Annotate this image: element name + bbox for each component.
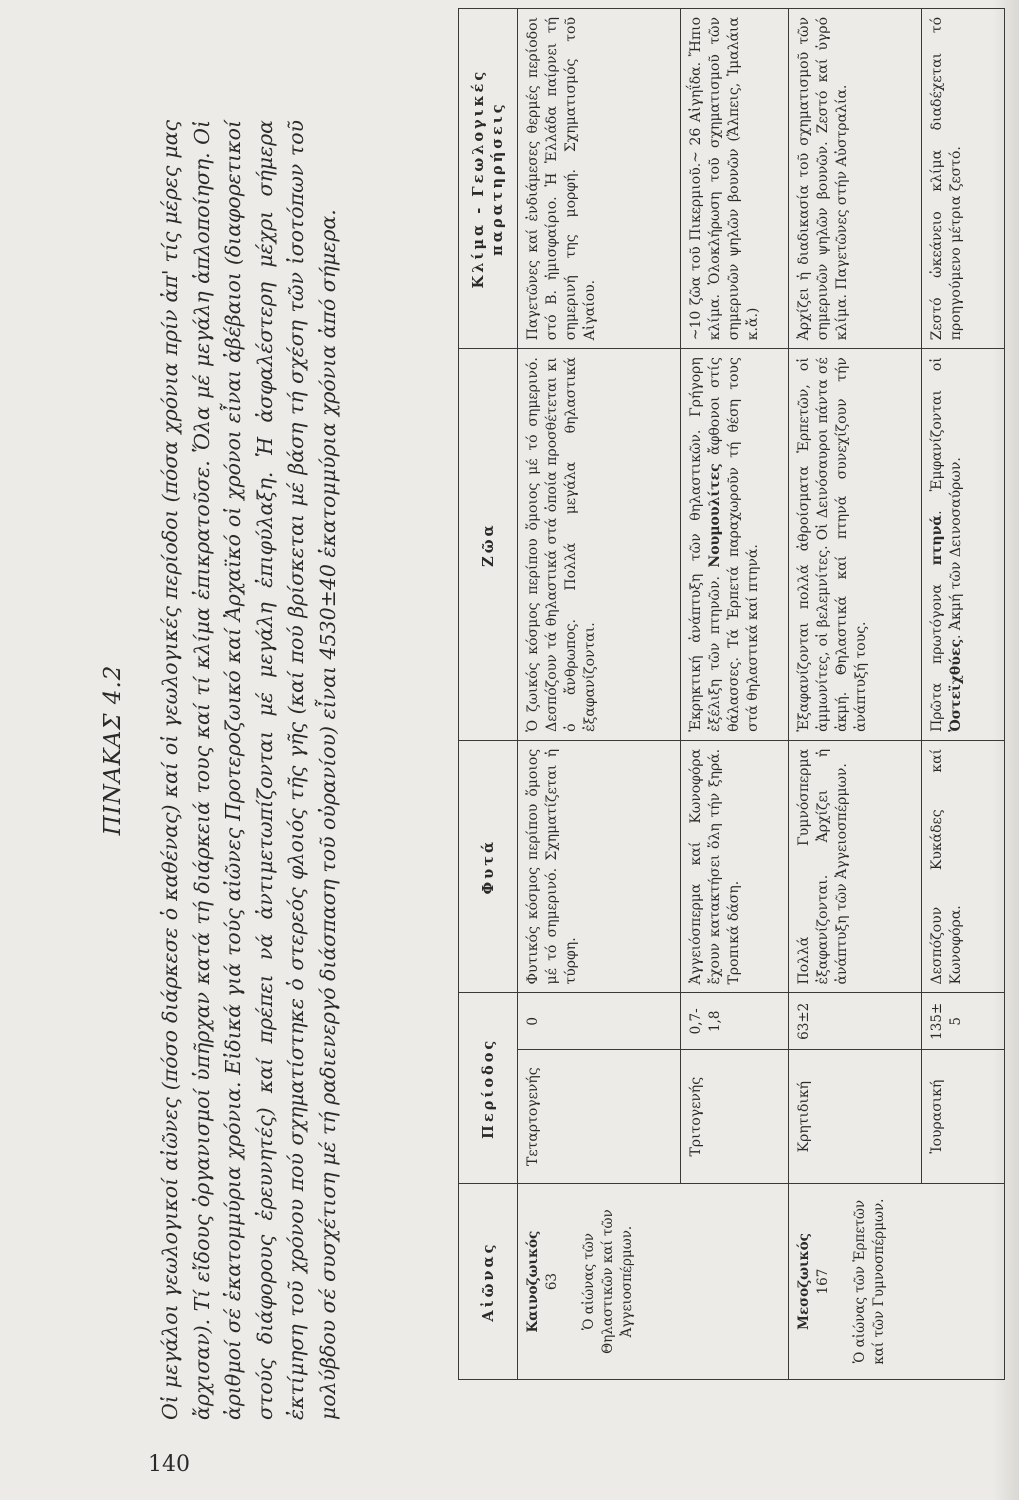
table-title: ΠΙΝΑΚΑΣ 4.2 xyxy=(100,664,126,836)
eon-cell-mesozoic xyxy=(789,1184,1005,1380)
animals-cell: Πρῶτα πρωτόγονα πτηνά. Ἐμφανίζονται οἱ Ὀστεϊχθύες. Ἀκμή τῶν Δεινοσαύρων. xyxy=(922,349,1005,741)
climate-cell: Ζεστό ὠκεάνειο κλίμα διαδέχεται τό προηγούμενο μέτρια ζεστό. xyxy=(922,9,1005,349)
animals-cell: Ὁ ζωικός κόσμος περίπου ὅμοιος μέ τό σημερινό. Δεσπόζουν τά θηλαστικά στά ὁποία προσθέτεται κι ὁ ἄνθρωπος. Πολλά μεγάλα θηλαστικά ἐξαφανίζονται. xyxy=(518,349,681,741)
table-row xyxy=(681,9,789,1380)
period-start: 135± 5 xyxy=(922,993,1005,1050)
plants-cell: Δεσπόζουν Κυκάδες καί Κωνοφόρα. xyxy=(922,740,1005,993)
table-row xyxy=(789,9,922,1380)
animals-text: ἄφθονοι στίς θάλασσες. Τά Ἑρπετά παραχωροῦν τή θέση τους στά θηλαστικά καί πτηνά. xyxy=(707,357,761,732)
eon-description: Ὁ αἰώνας τῶν Ἑρπετῶν καί τῶν Γυμνοσπέρμων. xyxy=(852,1198,887,1365)
header-eon: Αἰῶνας xyxy=(459,1184,518,1380)
intro-sentence-2: Ὅλα μέ μεγάλη ἁπλοποίηση. Οἱ ἀριθμοί σέ ἑκατομμύρια χρόνια. Εἰδικά γιά τούς αἰῶνες Προτεροζωικό καί Ἀρχαϊκό οἱ χρόνοι εἶναι ἀβέβαιοι (διαφορετικοί στούς διάφορους ἐρευνητές) καί πρέπει νά ἀντιμετωπίζονται μέ μεγάλη ἐπιφύλαξη. Ἡ ἀσφαλέστερη μέχρι σήμερα ἐκτίμηση τοῦ χρόνου πού σχηματίστηκε ὁ στερεός φλοιός τῆς γῆς (καί πού βρίσκεται μέ βάση τή σχέση τῶν ἰσοτόπων τοῦ μολύβδου σέ συσχέτιση μέ τή ραδιενεργό διάσπαση τοῦ οὐρανίου) εἶναι 4530±40 ἑκατομμύρια χρόνια ἀπό σήμερα. xyxy=(189,120,340,1420)
period-name: Τριτογενής xyxy=(681,1050,789,1184)
period-name: Κρητιδική xyxy=(789,1050,922,1184)
climate-cell: Ἀρχίζει ἡ διαδικασία τοῦ σχηματισμοῦ τῶν σημερινῶν ψηλῶν βουνῶν. Ζεστό καί ὑγρό κλίμα. Παγετῶνες στήν Αὐστραλία. xyxy=(789,9,922,349)
intro-sentence-1: Οἱ μεγάλοι γεωλογικοί αἰῶνες (πόσο διάρκεσε ὁ καθένας) καί οἱ γεωλογικές περίοδοι (πόσα χρόνια πρίν ἀπ' τίς μέρες μας ἄρχισαν). Τί εἴδους ὀργανισμοί ὑπῆρχαν κατά τή διάρκειά τους καί τί κλίμα ἐπικρατοῦσε. xyxy=(158,120,214,1420)
geologic-eras-table xyxy=(458,8,1005,1380)
period-start: 0,7-1,8 xyxy=(681,993,789,1050)
animals-text: Ἀκμή τῶν Δεινοσαύρων. xyxy=(948,457,964,631)
period-name: Τεταρτογενής xyxy=(518,1050,681,1184)
animals-text: Ἐμφανίζονται οἱ xyxy=(929,357,945,492)
animals-cell xyxy=(681,349,789,741)
page-number: 140 xyxy=(148,1452,190,1477)
animals-cell: Ἐξαφανίζονται πολλά ἀθροίσματα Ἑρπετῶν, οἱ ἀμμωνίτες, οἱ βελεμνίτες. Οἱ Δεινόσαυροι πάντα σέ ἀκμή. Θηλαστικά καί πτηνά συνεχίζουν τήν ἀνάπτυξή τους. xyxy=(789,349,922,741)
header-animals: Ζῶα xyxy=(459,349,518,741)
climate-cell: ~10 ζῶα τοῦ Πικερμιοῦ.~ 26 Αἰγηΐδα. Ἤπιο κλίμα. Ὁλοκλήρωση τοῦ σχηματισμοῦ τῶν σημερινῶν ψηλῶν βουνῶν (Ἄλπεις, Ἱμαλάια κ.ἄ.) xyxy=(681,9,789,349)
table-header-row xyxy=(459,9,518,1380)
plants-cell: Πολλά Γυμνόσπερμα ἐξαφανίζονται. Ἀρχίζει ἡ ἀνάπτυξη τῶν Ἀγγειοσπέρμων. xyxy=(789,740,922,993)
eon-duration: 63 xyxy=(544,1272,560,1291)
climate-cell: Παγετῶνες καί ἐνδιάμεσες θερμές περίοδοι στό Β. ἡμισφαίριο. Ἡ Ἑλλάδα παίρνει τή σημερινή της μορφή. Σχηματισμός τοῦ Αἰγαίου. xyxy=(518,9,681,349)
period-start: 63±2 xyxy=(789,993,922,1050)
period-name: Ἰουρασική xyxy=(922,1050,1005,1184)
header-plants: Φυτά xyxy=(459,740,518,993)
intro-paragraph xyxy=(155,120,344,1420)
period-start: 0 xyxy=(518,993,681,1050)
eon-description: Ὁ αἰώνας τῶν Θηλαστικῶν καί τῶν Ἀγγειοσπέρμων. xyxy=(581,1209,635,1354)
plants-cell: Φυτικός κόσμος περίπου ὅμοιος μέ τό σημερινό. Σχηματίζεται ἡ τύρφη. xyxy=(518,740,681,993)
eon-cell-cenozoic xyxy=(518,1184,789,1380)
eon-name: Μεσοζωικός xyxy=(796,1233,812,1330)
table-row xyxy=(518,9,681,1380)
eon-name: Καινοζωικός xyxy=(525,1230,541,1333)
table-row xyxy=(922,9,1005,1380)
animals-text: Ἐκρηκτική ἀνάπτυξη τῶν θηλαστικῶν. Γρήγορη ἐξέλιξη τῶν πτηνῶν. xyxy=(688,357,723,732)
animals-highlight: πτηνά xyxy=(929,514,945,566)
plants-cell: Ἀγγειόσπερμα καί Κωνοφόρα ἔχουν κατακτήσει ὅλη τήν ξηρά. Τροπικά δάση. xyxy=(681,740,789,993)
animals-highlight: Νουμουλίτες xyxy=(707,463,723,568)
animals-highlight: Ὀστεϊχθύες xyxy=(948,638,964,732)
animals-text: Πρῶτα πρωτόγονα xyxy=(929,584,945,732)
header-climate: Κλίμα - Γεωλογικές παρατηρήσεις xyxy=(459,9,518,349)
eon-duration: 167 xyxy=(815,1268,831,1295)
header-period: Περίοδος xyxy=(459,993,518,1184)
